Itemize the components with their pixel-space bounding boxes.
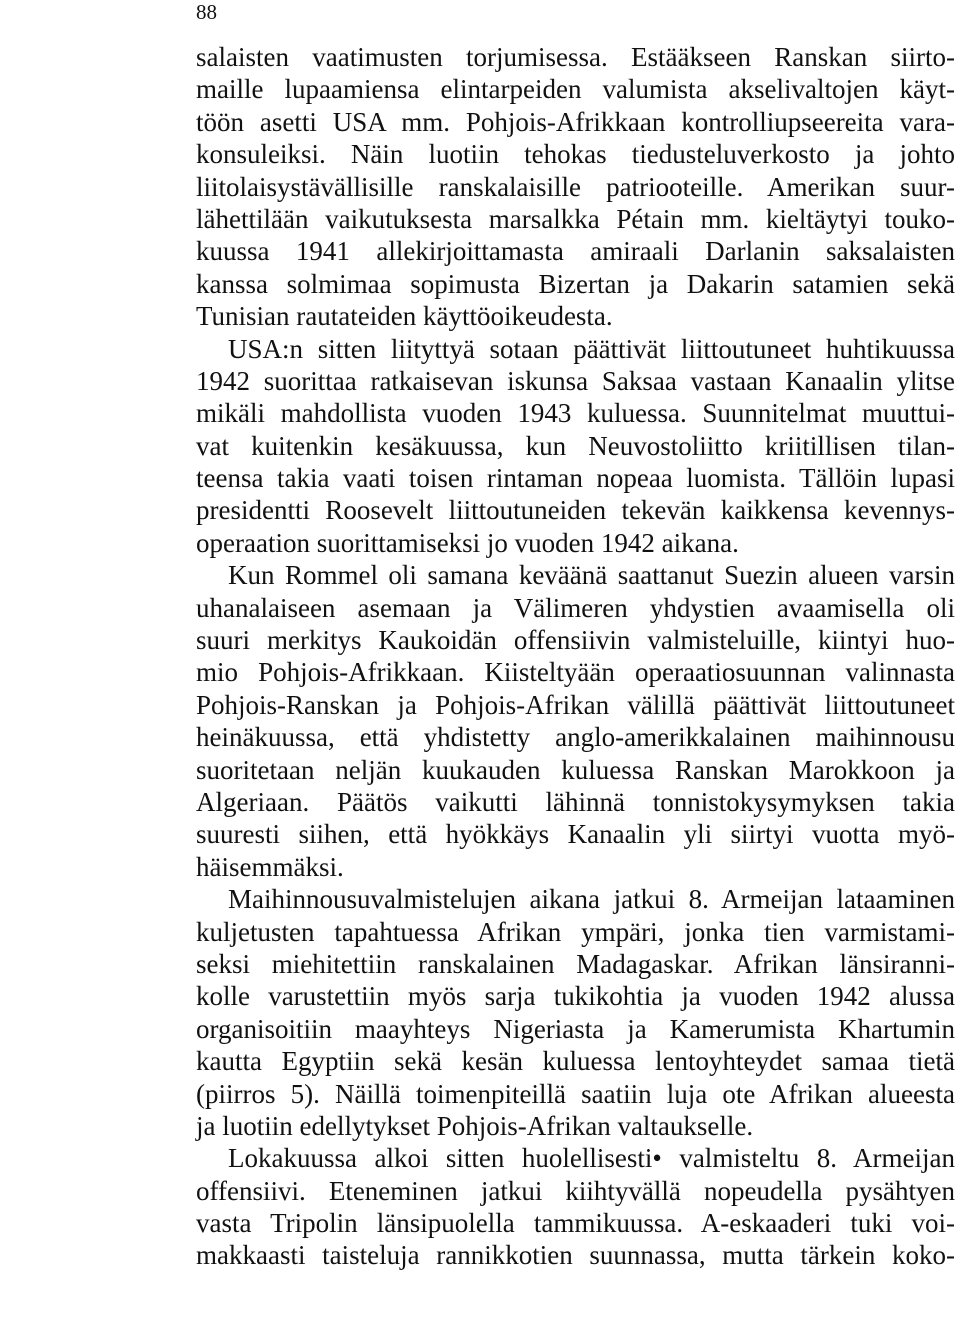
- text-line: (piirros 5). Näillä toimenpiteillä saatiin luja ote Afrikan alueesta: [196, 1078, 955, 1109]
- text-line: maille lupaamiensa elintarpeiden valumista akselivaltojen käyt-: [196, 74, 955, 105]
- text-line: USA:n sitten liityttyä sotaan päättivät liittoutuneet huhtikuussa: [228, 333, 955, 364]
- text-line: organisoitiin maayhteys Nigeriasta ja Kamerumista Khartumin: [196, 1013, 955, 1044]
- text-line: heinäkuussa, että yhdistetty anglo-amerikkalainen maihinnousu: [196, 722, 955, 753]
- text-line: kanssa solmimaa sopimusta Bizertan ja Dakarin satamien sekä: [196, 268, 955, 299]
- text-line: Algeriaan. Päätös vaikutti lähinnä tonnistokysymyksen takia: [196, 786, 955, 817]
- text-line: suuri merkitys Kaukoidän offensiivin valmisteluille, kiintyi huo-: [196, 625, 955, 656]
- text-line: lähettilään vaikutuksesta marsalkka Pétain mm. kieltäytyi touko-: [196, 203, 955, 234]
- text-line: häisemmäksi.: [196, 851, 344, 882]
- text-line: suuresti siihen, että hyökkäys Kanaalin yli siirtyi vuotta myö-: [196, 819, 955, 850]
- text-line: töön asetti USA mm. Pohjois-Afrikkaan kontrolliupseereita vara-: [196, 106, 955, 137]
- body-text: [196, 41, 955, 1272]
- text-line: 1942 suorittaa ratkaisevan iskunsa Saksaa vastaan Kanaalin ylitse: [196, 365, 955, 396]
- text-line: makkaasti taisteluja rannikkotien suunnassa, mutta tärkein koko-: [196, 1240, 955, 1271]
- text-line: Pohjois-Ranskan ja Pohjois-Afrikan välillä päättivät liittoutuneet: [196, 689, 955, 720]
- text-line: Lokakuussa alkoi sitten huolellisesti• valmisteltu 8. Armeijan: [228, 1143, 955, 1174]
- text-line: vat kuitenkin kesäkuussa, kun Neuvostoliitto kriitillisen tilan-: [196, 430, 955, 461]
- page-number: 88: [196, 0, 217, 24]
- text-line: liitolaisystävällisille ranskalaisille patriooteille. Amerikan suur-: [196, 171, 955, 202]
- text-line: Tunisian rautateiden käyttöoikeudesta.: [196, 301, 613, 332]
- text-line: kolle varustettiin myös sarja tukikohtia ja vuoden 1942 alussa: [196, 981, 955, 1012]
- text-line: Kun Rommel oli samana keväänä saattanut Suezin alueen varsin: [228, 560, 955, 591]
- text-line: seksi miehitettiin ranskalainen Madagaskar. Afrikan länsiranni-: [196, 948, 955, 979]
- text-line: mikäli mahdollista vuoden 1943 kuluessa. Suunnitelmat muuttui-: [196, 398, 955, 429]
- text-line: konsuleiksi. Näin luotiin tehokas tiedusteluverkosto ja johto: [196, 139, 955, 170]
- text-line: vasta Tripolin länsipuolella tammikuussa. A-eskaaderi tuki voi-: [196, 1208, 955, 1239]
- text-line: operaation suorittamiseksi jo vuoden 1942 aikana.: [196, 527, 739, 558]
- text-line: salaisten vaatimusten torjumisessa. Estääkseen Ranskan siirto-: [196, 42, 955, 72]
- text-line: ja luotiin edellytykset Pohjois-Afrikan valtaukselle.: [196, 1110, 754, 1141]
- text-line: presidentti Roosevelt liittoutuneiden tekevän kaikkensa kevennys-: [196, 495, 955, 526]
- text-line: kautta Egyptiin sekä kesän kuluessa lentoyhteydet samaa tietä: [196, 1046, 955, 1077]
- text-line: suoritetaan neljän kuukauden kuluessa Ranskan Marokkoon ja: [196, 754, 955, 785]
- text-line: mio Pohjois-Afrikkaan. Kiisteltyään operaatiosuunnan valinnasta: [196, 657, 955, 688]
- text-line: uhanalaiseen asemaan ja Välimeren yhdystien avaamisella oli: [196, 592, 955, 623]
- text-line: kuussa 1941 allekirjoittamasta amiraali Darlanin saksalaisten: [196, 236, 955, 267]
- text-line: teensa takia vaati toisen rintaman nopeaa luomista. Tällöin lupasi: [196, 463, 955, 494]
- text-line: kuljetusten tapahtuessa Afrikan ympäri, jonka tien varmistami-: [196, 916, 955, 947]
- text-line: Maihinnousuvalmistelujen aikana jatkui 8. Armeijan lataaminen: [228, 884, 955, 915]
- text-line: offensiivi. Eteneminen jatkui kiihtyvällä nopeudella pysähtyen: [196, 1175, 955, 1206]
